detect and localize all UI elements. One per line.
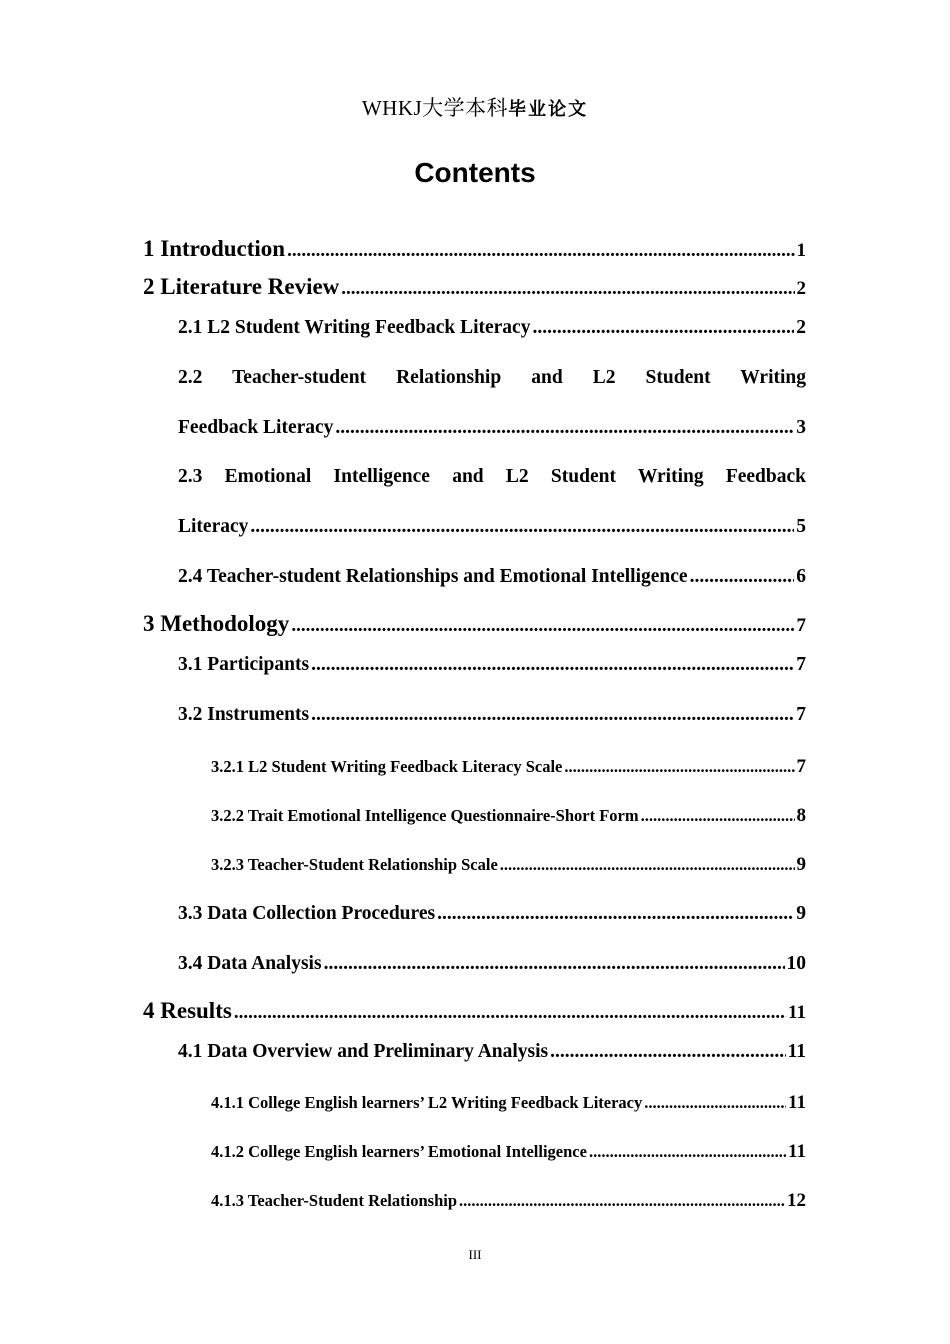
toc-leader <box>550 1041 785 1063</box>
toc-entry[interactable] <box>211 854 806 876</box>
toc-leader <box>644 1093 786 1113</box>
header-suffix: 毕业论文 <box>508 99 589 120</box>
toc-entry-page: 11 <box>788 1141 806 1162</box>
toc-leader <box>250 516 794 538</box>
toc-entry[interactable] <box>178 1041 806 1063</box>
toc-leader <box>459 1191 785 1211</box>
toc-leader <box>311 654 794 676</box>
toc-entry-title: 2 Literature Review <box>143 274 340 299</box>
toc-entry-title: 4.1.3 Teacher-Student Relationship <box>211 1191 458 1210</box>
toc-leader <box>641 806 795 826</box>
toc-entry-page: 11 <box>788 1092 806 1113</box>
toc-entry[interactable] <box>211 756 806 778</box>
toc-entry[interactable] <box>143 998 806 1024</box>
toc-leader <box>311 704 794 726</box>
toc-entry[interactable] <box>178 903 806 925</box>
toc-entry-page: 9 <box>796 854 806 875</box>
toc-entry-page: 8 <box>796 805 806 826</box>
toc-entry[interactable] <box>178 654 806 676</box>
toc-leader <box>437 903 794 925</box>
toc-entry[interactable] <box>211 805 806 827</box>
toc-entry-page: 9 <box>796 903 806 924</box>
toc-entry-title: 3.2.2 Trait Emotional Intelligence Questionnaire-Short Form <box>211 806 639 825</box>
toc-entry[interactable] <box>211 1190 806 1212</box>
toc-leader <box>324 953 785 975</box>
toc-leader <box>532 317 794 339</box>
toc-entry-page: 11 <box>788 1002 806 1023</box>
toc-entry-page: 3 <box>796 417 806 438</box>
toc-leader <box>291 615 794 637</box>
toc-entry-wrapped-line[interactable]: 2.2 Teacher-student Relationship and L2 Student Writing <box>178 367 806 388</box>
toc-entry-page: 1 <box>796 240 806 261</box>
toc-entry-page: 12 <box>787 1190 806 1211</box>
toc-entry-page: 2 <box>796 317 806 338</box>
page-title: Contents <box>414 157 536 188</box>
toc-entry-title: 3.2.3 Teacher-Student Relationship Scale <box>211 855 498 874</box>
toc-leader <box>335 417 794 439</box>
toc-entry-title: 3 Methodology <box>143 611 290 636</box>
toc-entry-title: 4.1.1 College English learners’ L2 Writing Feedback Literacy <box>211 1093 643 1112</box>
toc-entry[interactable] <box>178 317 806 339</box>
toc-entry[interactable] <box>143 611 806 637</box>
toc-entry[interactable] <box>178 516 806 538</box>
toc-entry-title: 2.4 Teacher-student Relationships and Emotional Intelligence <box>178 566 688 587</box>
toc-leader <box>341 278 794 300</box>
toc-leader <box>589 1142 786 1162</box>
toc-entry-page: 5 <box>796 516 806 537</box>
toc-leader <box>234 1002 786 1024</box>
toc-entry-page: 10 <box>786 953 806 974</box>
toc-entry[interactable] <box>178 417 806 439</box>
toc-entry-page: 7 <box>796 654 806 675</box>
toc-entry-wrapped-line[interactable]: 2.3 Emotional Intelligence and L2 Student Writing Feedback <box>178 466 806 487</box>
toc-entry-title: 1 Introduction <box>143 236 286 261</box>
toc-entry[interactable] <box>211 1092 806 1114</box>
toc-entry[interactable] <box>143 274 806 300</box>
toc-entry-title: 3.1 Participants <box>178 654 310 675</box>
toc-entry-title: 3.2.1 L2 Student Writing Feedback Literacy Scale <box>211 757 563 776</box>
toc-entry-title: 4.1 Data Overview and Preliminary Analysis <box>178 1041 549 1062</box>
toc-entry-title: 3.4 Data Analysis <box>178 953 322 974</box>
toc-entry-title: Feedback Literacy <box>178 417 334 438</box>
toc-entry[interactable] <box>143 236 806 262</box>
toc-entry-title: 2.1 L2 Student Writing Feedback Literacy <box>178 317 531 338</box>
toc-entry[interactable] <box>211 1141 806 1163</box>
toc-entry[interactable] <box>178 566 806 588</box>
toc-entry-page: 6 <box>796 566 806 587</box>
toc-leader <box>500 855 795 875</box>
toc-leader <box>287 240 794 262</box>
toc-entry[interactable] <box>178 704 806 726</box>
toc-leader <box>690 566 795 588</box>
toc-entry-page: 7 <box>796 756 806 777</box>
header-prefix: WHKJ大学本科 <box>361 96 509 120</box>
toc-entry-title: 4.1.2 College English learners’ Emotional Intelligence <box>211 1142 587 1161</box>
toc-entry-title: Literacy <box>178 516 249 537</box>
toc-entry-title: 3.2 Instruments <box>178 704 310 725</box>
toc-entry-page: 7 <box>796 704 806 725</box>
page-number: III <box>468 1247 482 1262</box>
toc-entry-page: 2 <box>796 278 806 299</box>
toc-entry-page: 7 <box>796 615 806 636</box>
toc-entry[interactable] <box>178 953 806 975</box>
toc-leader <box>564 757 794 777</box>
toc-entry-title: 3.3 Data Collection Procedures <box>178 903 436 924</box>
toc-entry-page: 11 <box>787 1041 806 1062</box>
toc-entry-title: 4 Results <box>143 998 232 1023</box>
